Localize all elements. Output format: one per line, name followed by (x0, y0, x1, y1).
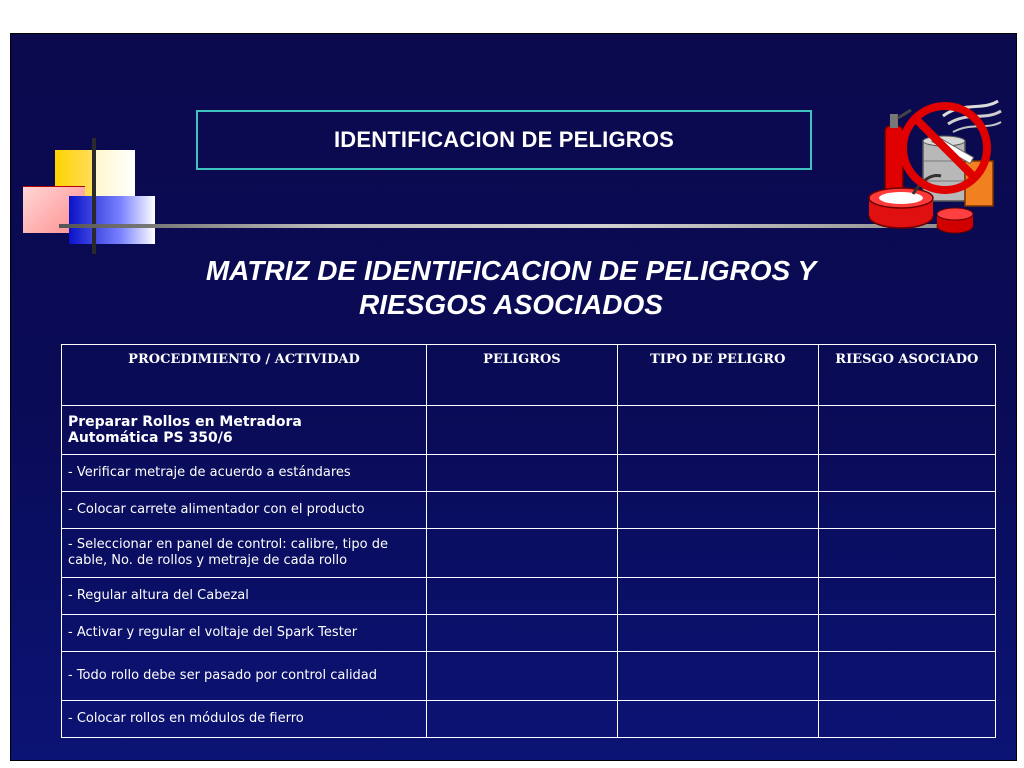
header-riesgo-asociado: RIESGO ASOCIADO (818, 345, 995, 406)
activity-cell: - Activar y regular el voltaje del Spark Tester (62, 615, 427, 652)
cell-peligros (426, 578, 617, 615)
cell-peligros (426, 652, 617, 701)
table-row (62, 578, 996, 615)
cell-peligros (426, 406, 617, 455)
table-row (62, 652, 996, 701)
cell-peligros (426, 615, 617, 652)
cell-tipo (617, 455, 818, 492)
subtitle-line-1: MATRIZ DE IDENTIFICACION DE PELIGROS Y (205, 255, 817, 286)
cell-peligros (426, 455, 617, 492)
cell-riesgo (818, 578, 995, 615)
group-line-2: Automática PS 350/6 (68, 430, 233, 446)
activity-cell: - Colocar rollos en módulos de fierro (62, 701, 427, 738)
decor-horizontal-rule (59, 224, 971, 228)
table-row (62, 529, 996, 578)
cell-tipo (617, 492, 818, 529)
decor-blue-square (69, 196, 155, 244)
cell-tipo (617, 578, 818, 615)
no-smoking-flammables-icon (853, 86, 1003, 236)
hazard-matrix-table (61, 344, 996, 738)
header-tipo-peligro: TIPO DE PELIGRO (617, 345, 818, 406)
activity-cell: - Colocar carrete alimentador con el producto (62, 492, 427, 529)
cell-riesgo (818, 652, 995, 701)
cell-tipo (617, 652, 818, 701)
cell-peligros (426, 492, 617, 529)
slide (10, 33, 1017, 761)
group-line-1: Preparar Rollos en Metradora (68, 414, 302, 430)
cell-peligros (426, 701, 617, 738)
cell-riesgo (818, 406, 995, 455)
cell-riesgo (818, 701, 995, 738)
group-activity-cell (62, 406, 427, 455)
table-row-group (62, 406, 996, 455)
activity-cell: - Todo rollo debe ser pasado por control calidad (62, 652, 427, 701)
cell-riesgo (818, 492, 995, 529)
cell-riesgo (818, 455, 995, 492)
decor-vertical-line (92, 138, 96, 254)
table-row (62, 701, 996, 738)
cell-riesgo (818, 615, 995, 652)
cell-riesgo (818, 529, 995, 578)
table-row (62, 455, 996, 492)
decor-cream-square (95, 150, 135, 196)
cell-tipo (617, 615, 818, 652)
page-title: IDENTIFICACION DE PELIGROS (196, 110, 812, 170)
subtitle-line-2: RIESGOS ASOCIADOS (359, 289, 663, 320)
cell-tipo (617, 406, 818, 455)
activity-cell: - Regular altura del Cabezal (62, 578, 427, 615)
cell-tipo (617, 701, 818, 738)
table-row (62, 615, 996, 652)
matrix-subtitle (111, 254, 911, 322)
activity-cell: - Seleccionar en panel de control: calibre, tipo de cable, No. de rollos y metraje de cada rollo (62, 529, 427, 578)
header-peligros: PELIGROS (426, 345, 617, 406)
table-header-row (62, 345, 996, 406)
cell-peligros (426, 529, 617, 578)
header-procedimiento: PROCEDIMIENTO / ACTIVIDAD (62, 345, 427, 406)
activity-cell: - Verificar metraje de acuerdo a estándares (62, 455, 427, 492)
table-row (62, 492, 996, 529)
cell-tipo (617, 529, 818, 578)
